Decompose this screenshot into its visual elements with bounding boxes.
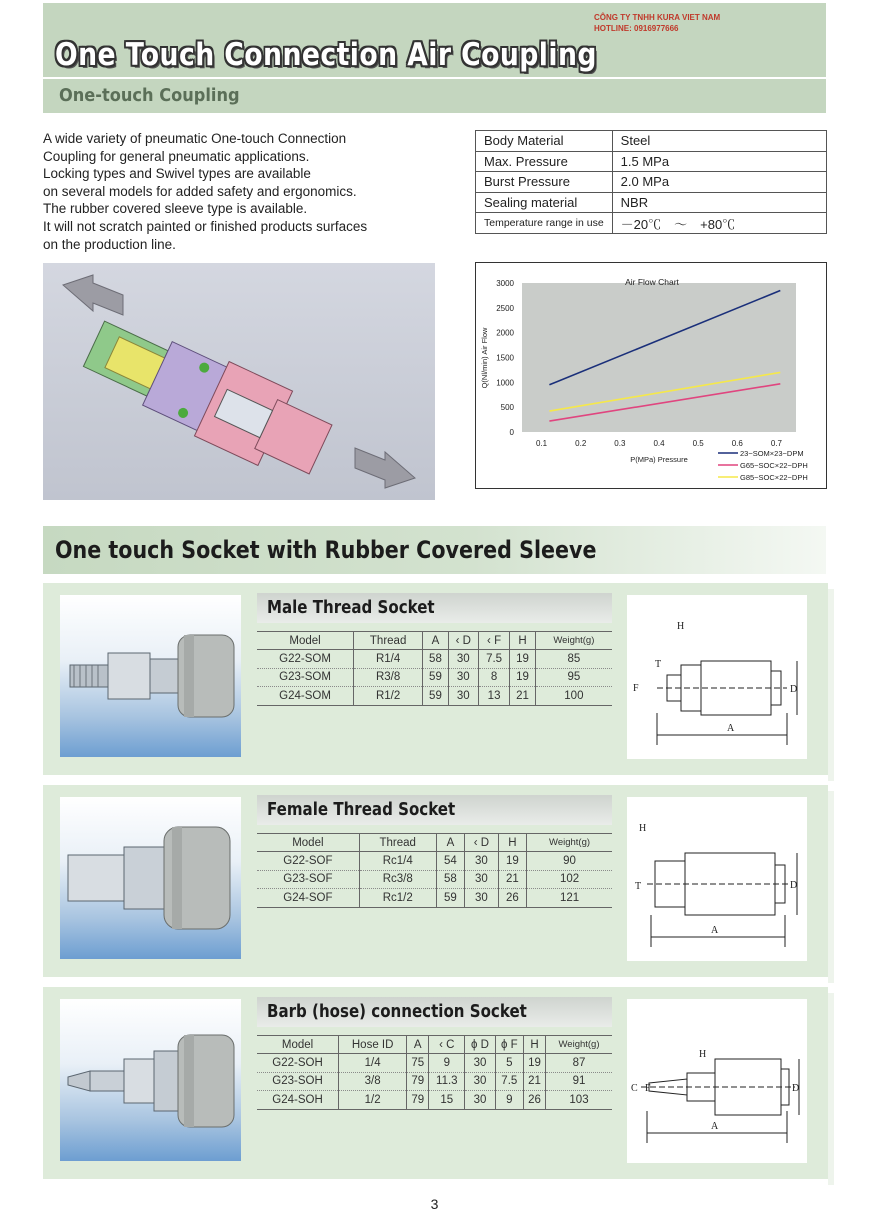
- table-cell: 26: [498, 889, 526, 908]
- intro-text: [43, 130, 443, 253]
- table-cell: R3/8: [354, 668, 423, 687]
- spec-key: Sealing material: [476, 192, 613, 213]
- product-shadow: [828, 993, 834, 1185]
- table-cell: 1/2: [339, 1091, 407, 1110]
- table-cell: 19: [510, 668, 535, 687]
- y-tick-label: 1000: [496, 378, 514, 388]
- product-female-thread-socket: [43, 785, 828, 977]
- y-axis-label: Q(Nl/min) Air Flow: [480, 327, 489, 389]
- table-cell: 58: [436, 870, 464, 889]
- company-name: CÔNG TY TNHH KURA VIET NAM: [594, 13, 721, 22]
- table-cell: R1/4: [354, 650, 423, 669]
- male-socket-table: [257, 631, 612, 706]
- table-cell: 58: [423, 650, 448, 669]
- table-cell: 91: [546, 1072, 612, 1091]
- y-tick-label: 0: [509, 428, 514, 437]
- table-cell: 19: [498, 852, 526, 871]
- table-cell: 102: [527, 870, 612, 889]
- spec-value: －20℃ ～ +80℃: [612, 213, 826, 234]
- spec-key: Body Material: [476, 131, 613, 152]
- intro-line: Coupling for general pneumatic applications.: [43, 148, 310, 164]
- column-header: Model: [257, 632, 354, 650]
- table-cell: G23-SOH: [257, 1072, 339, 1091]
- specs-row: [476, 151, 827, 172]
- table-cell: 21: [510, 687, 535, 706]
- spec-value: 1.5 MPa: [612, 151, 826, 172]
- product-shadow: [828, 589, 834, 781]
- table-cell: 85: [535, 650, 612, 669]
- air-flow-chart: [475, 262, 827, 489]
- table-cell: 79: [407, 1072, 429, 1091]
- intro-line: on the production line.: [43, 236, 176, 252]
- table-cell: 30: [465, 870, 499, 889]
- table-cell: 26: [523, 1091, 545, 1110]
- legend-label: G85−SOC×22−DPH: [740, 473, 808, 482]
- table-cell: 11.3: [429, 1072, 465, 1091]
- table-cell: 95: [535, 668, 612, 687]
- table-cell: G22-SOH: [257, 1054, 339, 1073]
- intro-line: on several models for added safety and ergonomics.: [43, 183, 357, 199]
- table-cell: G24-SOF: [257, 889, 359, 908]
- table-cell: 103: [546, 1091, 612, 1110]
- table-cell: G22-SOM: [257, 650, 354, 669]
- spec-key: Temperature range in use: [476, 213, 613, 234]
- table-cell: G23-SOM: [257, 668, 354, 687]
- x-tick-label: 0.4: [653, 439, 665, 448]
- table-cell: 7.5: [495, 1072, 523, 1091]
- column-header: ϕ F: [495, 1036, 523, 1054]
- dimension-label: C: [631, 1083, 638, 1094]
- column-header: ‹ F: [478, 632, 509, 650]
- column-header: A: [423, 632, 448, 650]
- intro-line: A wide variety of pneumatic One-touch Connection: [43, 131, 347, 146]
- dimension-label: A: [711, 1121, 719, 1132]
- x-tick-label: 0.1: [536, 439, 548, 448]
- x-tick-label: 0.2: [575, 439, 587, 448]
- table-cell: 90: [527, 852, 612, 871]
- dimension-label: F: [633, 683, 639, 694]
- x-tick-label: 0.6: [731, 439, 743, 448]
- product-title: Male Thread Socket: [267, 598, 435, 618]
- table-cell: 121: [527, 889, 612, 908]
- table-cell: G24-SOH: [257, 1091, 339, 1110]
- table-cell: R1/2: [354, 687, 423, 706]
- x-tick-label: 0.5: [692, 439, 704, 448]
- product-barb-connection-socket: [43, 987, 828, 1179]
- product-title-bar: [257, 593, 612, 623]
- column-header: Weight(g): [527, 834, 612, 852]
- table-cell: 30: [465, 889, 499, 908]
- table-cell: 19: [523, 1054, 545, 1073]
- y-tick-label: 3000: [496, 279, 514, 288]
- table-row: [257, 870, 612, 889]
- table-cell: G22-SOF: [257, 852, 359, 871]
- column-header: Thread: [354, 632, 423, 650]
- section-header: [43, 526, 826, 574]
- page-subtitle: One-touch Coupling: [59, 85, 240, 106]
- table-cell: 3/8: [339, 1072, 407, 1091]
- male-socket-drawing: [627, 595, 807, 759]
- product-title-bar: [257, 795, 612, 825]
- x-tick-label: 0.7: [770, 439, 782, 448]
- barb-socket-table: [257, 1035, 612, 1110]
- table-cell: G23-SOF: [257, 870, 359, 889]
- table-row: [257, 852, 612, 871]
- page-title: One Touch Connection Air Coupling: [55, 37, 597, 73]
- dimension-label: D: [792, 1083, 800, 1094]
- table-cell: Rc3/8: [359, 870, 436, 889]
- x-tick-label: 0.3: [614, 439, 626, 448]
- table-cell: G24-SOM: [257, 687, 354, 706]
- specs-row: [476, 213, 827, 234]
- section-title: One touch Socket with Rubber Covered Sleeve: [55, 536, 597, 564]
- table-cell: 15: [429, 1091, 465, 1110]
- dimension-label: H: [677, 621, 685, 632]
- specs-row: [476, 131, 827, 152]
- table-row: [257, 668, 612, 687]
- specs-table: [475, 130, 827, 234]
- dimension-label: T: [635, 881, 642, 892]
- column-header: ‹ C: [429, 1036, 465, 1054]
- table-cell: 13: [478, 687, 509, 706]
- table-cell: 87: [546, 1054, 612, 1073]
- table-row: [257, 889, 612, 908]
- specs-row: [476, 172, 827, 193]
- y-tick-label: 2500: [496, 303, 514, 313]
- table-cell: 1/4: [339, 1054, 407, 1073]
- y-tick-label: 1500: [496, 353, 514, 363]
- table-cell: 9: [429, 1054, 465, 1073]
- column-header: Hose ID: [339, 1036, 407, 1054]
- air-flow-chart-svg: [476, 263, 828, 490]
- table-header-row: [257, 632, 612, 650]
- chart-title: Air Flow Chart: [625, 277, 679, 287]
- coupling-cutaway-image: [43, 263, 435, 500]
- table-cell: 7.5: [478, 650, 509, 669]
- column-header: A: [436, 834, 464, 852]
- page-number: 3: [430, 1196, 439, 1212]
- table-cell: 79: [407, 1091, 429, 1110]
- product-shadow: [828, 791, 834, 983]
- header-divider: [43, 77, 826, 79]
- dimension-label: H: [699, 1049, 707, 1060]
- column-header: ϕ D: [465, 1036, 495, 1054]
- dimension-label: F: [645, 1083, 651, 1094]
- table-cell: 21: [498, 870, 526, 889]
- table-cell: 9: [495, 1091, 523, 1110]
- female-socket-table: [257, 833, 612, 908]
- table-row: [257, 1072, 612, 1091]
- table-row: [257, 1091, 612, 1110]
- legend-label: G65−SOC×22−DPH: [740, 461, 808, 470]
- table-cell: 59: [423, 668, 448, 687]
- table-cell: 30: [448, 650, 478, 669]
- y-tick-label: 2000: [496, 328, 514, 338]
- dimension-label: A: [727, 723, 735, 734]
- column-header: Thread: [359, 834, 436, 852]
- column-header: H: [510, 632, 535, 650]
- column-header: ‹ D: [465, 834, 499, 852]
- spec-value: 2.0 MPa: [612, 172, 826, 193]
- dimension-label: T: [655, 659, 662, 670]
- table-cell: 5: [495, 1054, 523, 1073]
- table-cell: 30: [465, 1091, 495, 1110]
- table-cell: 30: [448, 687, 478, 706]
- table-header-row: [257, 834, 612, 852]
- intro-line: The rubber covered sleeve type is available.: [43, 201, 308, 217]
- female-socket-photo: [60, 797, 241, 959]
- dimension-label: H: [639, 823, 647, 834]
- table-cell: 21: [523, 1072, 545, 1091]
- table-row: [257, 650, 612, 669]
- barb-socket-drawing: [627, 999, 807, 1163]
- intro-line: It will not scratch painted or finished products surfaces: [43, 218, 368, 234]
- column-header: ‹ D: [448, 632, 478, 650]
- column-header: Model: [257, 1036, 339, 1054]
- specs-row: [476, 192, 827, 213]
- company-hotline: HOTLINE: 0916977666: [594, 24, 679, 33]
- dimension-label: D: [790, 684, 798, 695]
- legend-label: 23−SOM×23−DPM: [740, 449, 804, 458]
- table-cell: 30: [465, 1054, 495, 1073]
- spec-key: Max. Pressure: [476, 151, 613, 172]
- column-header: Weight(g): [546, 1036, 612, 1054]
- table-row: [257, 1054, 612, 1073]
- table-header-row: [257, 1036, 612, 1054]
- table-cell: 30: [465, 1072, 495, 1091]
- table-cell: 30: [448, 668, 478, 687]
- spec-key: Burst Pressure: [476, 172, 613, 193]
- table-cell: 8: [478, 668, 509, 687]
- table-cell: 59: [423, 687, 448, 706]
- column-header: Weight(g): [535, 632, 612, 650]
- table-cell: 30: [465, 852, 499, 871]
- female-socket-drawing: [627, 797, 807, 961]
- dimension-label: D: [790, 880, 798, 891]
- product-title: Barb (hose) connection Socket: [267, 1002, 527, 1022]
- dimension-label: A: [711, 925, 719, 936]
- column-header: H: [498, 834, 526, 852]
- table-cell: 100: [535, 687, 612, 706]
- product-title-bar: [257, 997, 612, 1027]
- header-banner: [43, 3, 826, 113]
- table-cell: 75: [407, 1054, 429, 1073]
- column-header: Model: [257, 834, 359, 852]
- table-row: [257, 687, 612, 706]
- table-cell: Rc1/4: [359, 852, 436, 871]
- column-header: A: [407, 1036, 429, 1054]
- table-cell: 54: [436, 852, 464, 871]
- product-title: Female Thread Socket: [267, 800, 456, 820]
- male-socket-photo: [60, 595, 241, 757]
- product-male-thread-socket: [43, 583, 828, 775]
- spec-value: NBR: [612, 192, 826, 213]
- barb-socket-photo: [60, 999, 241, 1161]
- column-header: H: [523, 1036, 545, 1054]
- table-cell: 59: [436, 889, 464, 908]
- table-cell: Rc1/2: [359, 889, 436, 908]
- spec-value: Steel: [612, 131, 826, 152]
- table-cell: 19: [510, 650, 535, 669]
- company-info: [594, 12, 720, 34]
- y-tick-label: 500: [500, 403, 514, 413]
- x-axis-label: P(MPa) Pressure: [630, 455, 688, 464]
- plot-area: [522, 283, 796, 432]
- intro-line: Locking types and Swivel types are available: [43, 166, 311, 182]
